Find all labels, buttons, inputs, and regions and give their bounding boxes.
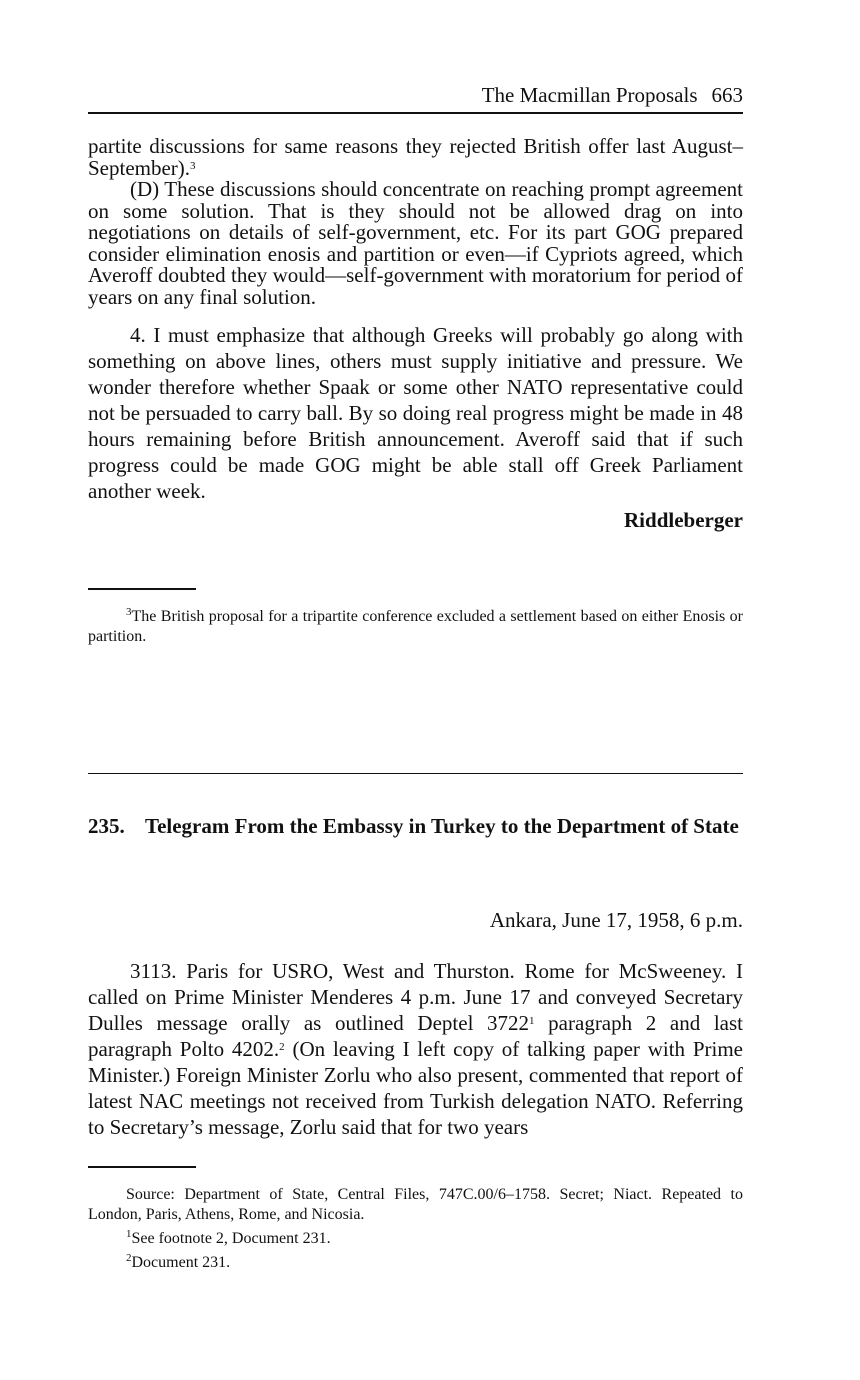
footnote-1-marker: 1 [126,1228,132,1240]
paragraph-4: 4. I must emphasize that although Greeks will probably go along with something on above lines, others must supply initiative and pressure. We wonder therefore whether Spaak or some other NATO representative could not be persuaded to carry ball. By so doing real progress might be made in 48 hours remaining before British announcement. Averoff said that if such progress could be made GOG might be able stall off Greek Parliament another week. [88,323,743,503]
running-title: The Macmillan Proposals [481,83,698,107]
footnote-3-text: The British proposal for a tripartite conference excluded a settlement based on either Enosis or partition. [88,608,743,645]
section-divider [88,773,743,774]
footnote-rule-2 [88,1166,196,1168]
paragraph-continuation: partite discussions for same reasons they rejected British offer last August–September). [88,134,743,180]
footnote-ref-2: 2 [279,1041,285,1053]
page-number: 663 [711,83,743,107]
dateline: Ankara, June 17, 1958, 6 p.m. [489,908,743,932]
footnote-3-marker: 3 [126,606,132,618]
footnote-2-text: Document 231. [131,1254,231,1271]
document-number: 235. [88,814,125,838]
telegram-body-part3: (On leaving I left copy of talking paper with Prime Minister.) Foreign Minister Zorlu who also present, commented that report of latest NAC meetings not received from Turkish delegation NATO. Referring to Secretary’s message, Zorlu said that for two years [88,1037,743,1139]
telegram-body [88,958,743,1140]
footnote-2-marker: 2 [126,1252,132,1264]
telegram-body-part2: paragraph 2 and last paragraph Polto 4202. [88,1011,744,1061]
source-note: Source: Department of State, Central Files, 747C.00/6–1758. Secret; Niact. Repeated to London, Paris, Athens, Rome, and Nicosia. [88,1186,743,1223]
footnote-2 [88,1253,743,1273]
document-title: Telegram From the Embassy in Turkey to the Department of State [145,814,739,838]
document-heading [88,814,743,839]
telegram-body-part1: 3113. Paris for USRO, West and Thurston. Rome for McSweeney. I called on Prime Minister Menderes 4 p.m. June 17 and conveyed Secretary Dulles message orally as outlined Deptel 3722 [88,959,743,1035]
footnote-3 [88,607,743,647]
footnote-ref-1: 1 [529,1015,535,1027]
continued-paragraphs [88,136,743,308]
footnote-ref-3: 3 [190,159,196,172]
footnote-1 [88,1229,743,1249]
running-header [88,82,743,114]
footnote-1-text: See footnote 2, Document 231. [131,1230,331,1247]
footnote-rule [88,588,196,590]
paragraph-d: (D) These discussions should concentrate on reaching prompt agreement on some solution. That is they should not be allowed drag on into negotiations on details of self-government, etc. For its part GOG prepared consider elimination enosis and partition or even—if Cypriots agreed, which Averoff doubted they would—self-government with moratorium for period of years on any final solution. [88,177,743,309]
signature: Riddleberger [624,508,743,532]
